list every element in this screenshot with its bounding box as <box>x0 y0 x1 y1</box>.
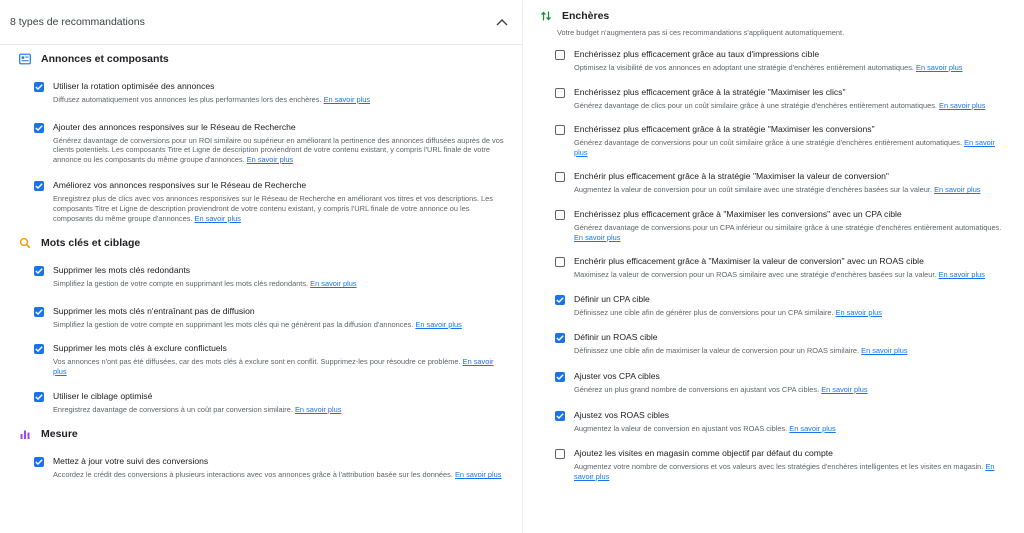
recommendation-title: Enchérissez plus efficacement grâce à la stratégie "Maximiser les clics" <box>574 86 846 97</box>
recommendation-title: Ajoutez les visites en magasin comme objectif par défaut du compte <box>574 448 833 459</box>
sort-arrows-icon <box>539 9 553 23</box>
learn-more-link[interactable]: En savoir plus <box>934 185 981 195</box>
learn-more-link[interactable]: En savoir plus <box>938 270 985 280</box>
checkbox-checked[interactable] <box>34 307 44 317</box>
recommendation-title: Ajustez vos ROAS cibles <box>574 409 670 420</box>
chevron-up-icon[interactable] <box>494 14 510 30</box>
recommendation-description: Maximisez la valeur de conversion pour un ROAS similaire avec une stratégie d'enchères basées sur la valeur. En savoir plus <box>574 270 985 280</box>
recommendation-description: Augmentez la valeur de conversion pour un coût similaire avec une stratégie d'enchères basées sur la valeur. En savoir plus <box>574 185 981 195</box>
checkbox-unchecked[interactable] <box>555 125 565 135</box>
learn-more-link[interactable]: En savoir plus <box>861 346 908 356</box>
learn-more-link[interactable]: En savoir plus <box>789 423 836 433</box>
recommendation-title: Définir un CPA cible <box>574 293 650 304</box>
checkbox-unchecked[interactable] <box>555 210 565 220</box>
checkbox-checked[interactable] <box>34 392 44 402</box>
recommendation-title: Mettez à jour votre suivi des conversions <box>53 456 209 467</box>
recommendation-title: Utiliser le ciblage optimisé <box>53 390 153 401</box>
learn-more-link[interactable]: En savoir plus <box>294 404 342 414</box>
recommendation-title: Supprimer les mots clés n'entraînant pas de diffusion <box>53 305 255 316</box>
recommendation-title: Définir un ROAS cible <box>574 332 658 343</box>
checkbox-checked[interactable] <box>34 123 44 133</box>
list-item <box>523 171 1024 195</box>
list-item <box>0 456 522 480</box>
list-item <box>523 371 1024 395</box>
recommendation-description: Augmentez votre nombre de conversions et vos valeurs avec les stratégies d'enchères intelligentes et les visites en magasin. En savoir plus <box>574 462 995 481</box>
recommendation-description: Vos annonces n'ont pas été diffusées, car des mots clés à exclure sont en conflit. Supprimez-les pour résoudre ce problème. En savoir plus <box>53 357 494 376</box>
checkbox-unchecked[interactable] <box>555 50 565 60</box>
checkbox-checked[interactable] <box>555 333 565 343</box>
checkbox-unchecked[interactable] <box>555 172 565 182</box>
learn-more-link[interactable]: En savoir plus <box>53 357 494 376</box>
list-item <box>523 332 1024 356</box>
section-keywords-targeting <box>0 233 522 253</box>
recommendation-description: Définissez une cible afin de maximiser la valeur de conversion pour un ROAS similaire. En savoir plus <box>574 346 908 356</box>
recommendation-description: Optimisez la visibilité de vos annonces en adoptant une stratégie d'enchères entièrement automatiques. En savoir plus <box>574 63 963 72</box>
learn-more-link[interactable]: En savoir plus <box>194 213 241 223</box>
learn-more-link[interactable]: En savoir plus <box>574 462 995 481</box>
section-title: Enchères <box>562 10 610 22</box>
list-item <box>523 209 1024 242</box>
recommendation-title: Enchérir plus efficacement grâce à la stratégie "Maximiser la valeur de conversion" <box>574 171 889 182</box>
ads-icon <box>18 52 32 66</box>
checkbox-checked[interactable] <box>34 457 44 467</box>
section-title: Mots clés et ciblage <box>41 237 141 250</box>
recommendation-description: Enregistrez plus de clics avec vos annonces responsives sur le Réseau de Recherche en améliorant vos titres et vos descriptions. Les composants Titre et Ligne de description proviendront de votre contenu existant, y compris l'URL finale de votre annonce ou les composants du même groupe d'annonces. En savoir plus <box>53 194 493 223</box>
recommendation-description: Enregistrez davantage de conversions à un coût par conversion similaire. En savoir plus <box>53 404 342 414</box>
learn-more-link[interactable]: En savoir plus <box>310 279 357 289</box>
learn-more-link[interactable]: En savoir plus <box>415 319 462 329</box>
recommendation-title: Ajouter des annonces responsives sur le Réseau de Recherche <box>53 121 296 132</box>
list-item <box>523 256 1024 280</box>
recommendation-title: Améliorez vos annonces responsives sur le Réseau de Recherche <box>53 180 307 191</box>
checkbox-unchecked[interactable] <box>555 257 565 267</box>
recommendation-title: Enchérissez plus efficacement grâce au taux d'impressions cible <box>574 49 820 59</box>
bidding-panel <box>523 0 1024 533</box>
learn-more-link[interactable]: En savoir plus <box>821 384 868 394</box>
recommendation-title: Enchérir plus efficacement grâce à "Maximiser la valeur de conversion" avec un ROAS cible <box>574 256 924 267</box>
recommendation-title: Supprimer les mots clés à exclure conflictuels <box>53 343 227 354</box>
list-item <box>523 49 1024 73</box>
recommendation-title: Utiliser la rotation optimisée des annonces <box>53 81 215 91</box>
list-item <box>523 294 1024 318</box>
recommendation-description: Diffusez automatiquement vos annonces les plus performantes lors des enchères. En savoir plus <box>53 95 371 104</box>
learn-more-link[interactable]: En savoir plus <box>939 100 986 110</box>
learn-more-link[interactable]: En savoir plus <box>246 154 294 164</box>
checkbox-checked[interactable] <box>555 295 565 305</box>
recommendation-types-title: 8 types de recommandations <box>10 16 145 28</box>
recommendation-description: Accordez le crédit des conversions à plusieurs interactions avec vos annonces grâce à l'attribution basée sur les données. En savoir plus <box>53 470 502 480</box>
learn-more-link[interactable]: En savoir plus <box>574 232 621 242</box>
recommendation-description: Simplifiez la gestion de votre compte en supprimant les mots clés qui ne génèrent pas la diffusion d'annonces. En savoir plus <box>53 319 462 329</box>
recommendation-title: Enchérissez plus efficacement grâce à "Maximiser les conversions" avec un CPA cible <box>574 208 902 219</box>
learn-more-link[interactable]: En savoir plus <box>323 95 371 104</box>
checkbox-checked[interactable] <box>34 344 44 354</box>
list-item <box>523 448 1024 481</box>
learn-more-link[interactable]: En savoir plus <box>574 138 995 157</box>
recommendation-description: Générez davantage de clics pour un coût similaire grâce à une stratégie d'enchères entièrement automatiques. En savoir plus <box>574 100 986 110</box>
recommendation-description: Augmentez la valeur de conversion en ajustant vos ROAS cibles. En savoir plus <box>574 423 836 433</box>
bar-chart-icon <box>18 427 32 441</box>
list-item <box>0 81 522 105</box>
checkbox-unchecked[interactable] <box>555 449 565 459</box>
learn-more-link[interactable]: En savoir plus <box>835 307 882 317</box>
learn-more-link[interactable]: En savoir plus <box>454 470 502 480</box>
section-title: Annonces et composants <box>41 53 169 65</box>
list-item <box>0 180 522 223</box>
recommendation-description: Générez davantage de conversions pour un ROI similaire ou supérieur en améliorant la pertinence des annonces diffusées auprès de vos clients potentiels. Les composants Titre et Ligne de description proviendront de votre contenu existant, y compris l'URL finale de votre annonce ou les composants du même groupe d'annonces. En savoir plus <box>53 135 504 164</box>
recommendation-description: Définissez une cible afin de générer plus de conversions pour un CPA similaire. En savoir plus <box>574 307 882 317</box>
checkbox-checked[interactable] <box>34 181 44 191</box>
list-item <box>0 343 522 376</box>
recommendation-description: Générez un plus grand nombre de conversions en ajustant vos CPA cibles. En savoir plus <box>574 384 868 394</box>
checkbox-checked[interactable] <box>555 372 565 382</box>
list-item <box>523 87 1024 111</box>
recommendation-title: Enchérissez plus efficacement grâce à la stratégie "Maximiser les conversions" <box>574 124 875 135</box>
recommendation-title: Ajuster vos CPA cibles <box>574 370 660 381</box>
recommendation-title: Supprimer les mots clés redondants <box>53 265 191 276</box>
list-item <box>523 410 1024 434</box>
learn-more-link[interactable]: En savoir plus <box>916 63 963 72</box>
section-ads-assets <box>0 49 522 69</box>
section-bidding <box>523 6 1024 26</box>
recommendation-description: Générez davantage de conversions pour un coût similaire grâce à une stratégie d'enchères entièrement automatiques. En savoir plus <box>574 138 995 157</box>
recommendation-description: Simplifiez la gestion de votre compte en supprimant les mots clés redondants. En savoir plus <box>53 279 357 289</box>
section-title: Mesure <box>41 428 78 441</box>
list-item <box>0 122 522 165</box>
search-icon <box>18 236 32 250</box>
checkbox-checked[interactable] <box>555 411 565 421</box>
checkbox-unchecked[interactable] <box>555 88 565 98</box>
budget-note: Votre budget n'augmentera pas si ces recommandations s'appliquent automatiquement. <box>557 28 845 37</box>
section-measurement <box>0 424 522 444</box>
recommendation-description: Générez davantage de conversions pour un CPA inférieur ou similaire grâce à une stratégie d'enchères entièrement automatiques. En savoir plus <box>574 222 1002 242</box>
list-item <box>0 265 522 289</box>
checkbox-checked[interactable] <box>34 266 44 276</box>
checkbox-checked[interactable] <box>34 82 44 92</box>
list-item <box>523 124 1024 157</box>
list-item <box>0 306 522 330</box>
recommendation-types-header[interactable] <box>0 0 522 45</box>
list-item <box>0 391 522 415</box>
